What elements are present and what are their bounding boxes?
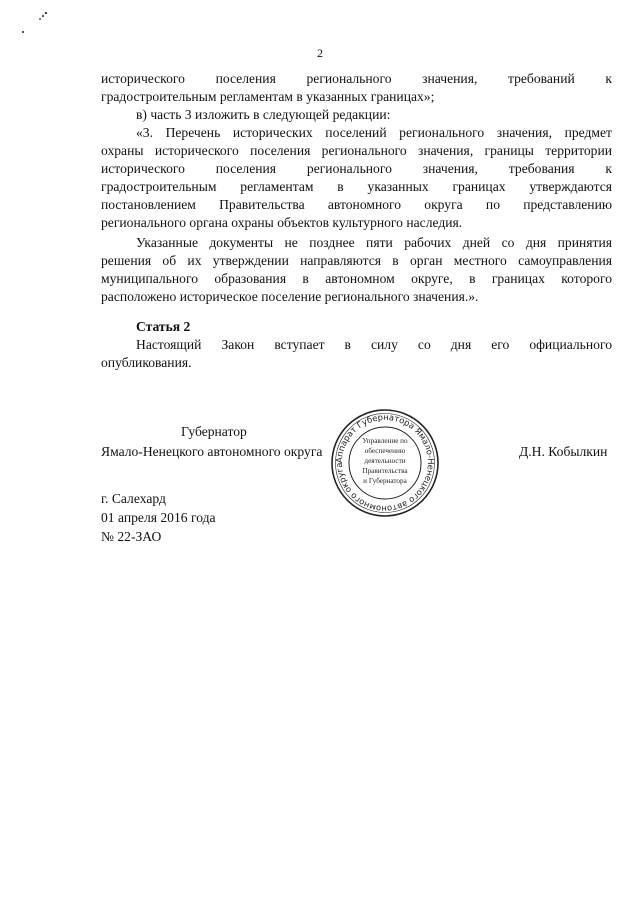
article-line: Настоящий Закон вступает в силу со дня его официального: [136, 337, 612, 352]
paragraph-line: расположено историческое поселение регионального значения.».: [101, 289, 479, 304]
seal-center-line: обеспечению: [364, 447, 406, 455]
paragraph-line: градостроительным регламентам в указанных границах утверждаются: [101, 179, 612, 194]
signature-organization: Ямало-Ненецкого автономного округа: [101, 444, 323, 459]
scan-specks: [18, 8, 58, 38]
paragraph-line: «3. Перечень исторических поселений регионального значения, предмет: [136, 125, 612, 140]
paragraph-line: Указанные документы не позднее пяти рабочих дней со дня принятия: [136, 235, 612, 250]
official-seal: [330, 408, 440, 518]
paragraph-line: исторического поселения регионального значения, требования к: [101, 161, 612, 176]
seal-center-line: Управление по: [362, 437, 408, 445]
paragraph-line: постановлением Правительства автономного округа по представлению: [101, 197, 612, 212]
paragraph-line: регионального органа охраны объектов культурного наследия.: [101, 215, 463, 230]
paragraph-line: градостроительным регламентам в указанных границах»;: [101, 89, 435, 104]
footer-city: г. Салехард: [101, 491, 166, 506]
paragraph-line: охраны исторического поселения регионального значения, границы территории: [101, 143, 612, 158]
article-line: опубликования.: [101, 355, 192, 370]
seal-center-line: Правительства: [362, 467, 408, 475]
paragraph-line: муниципального образования в автономном округе, в границах которого: [101, 271, 612, 286]
footer-date: 01 апреля 2016 года: [101, 510, 216, 525]
seal-ring-text: Аппарат Губернатора Ямало-Ненецкого автономного округа: [333, 411, 437, 515]
paragraph-line: в) часть 3 изложить в следующей редакции:: [136, 107, 391, 122]
seal-center-line: и Губернатора: [363, 477, 407, 485]
signature-title: Губернатор: [181, 424, 247, 439]
page-number: 2: [317, 46, 323, 60]
paragraph-line: исторического поселения регионального значения, требований к: [101, 71, 612, 86]
footer-number: № 22-ЗАО: [101, 529, 162, 544]
signature-name: Д.Н. Кобылкин: [519, 444, 608, 459]
article-heading: Статья 2: [136, 319, 191, 334]
paragraph-line: решения об их утверждении направляются в орган местного самоуправления: [101, 253, 612, 268]
seal-center-line: деятельности: [364, 457, 406, 465]
